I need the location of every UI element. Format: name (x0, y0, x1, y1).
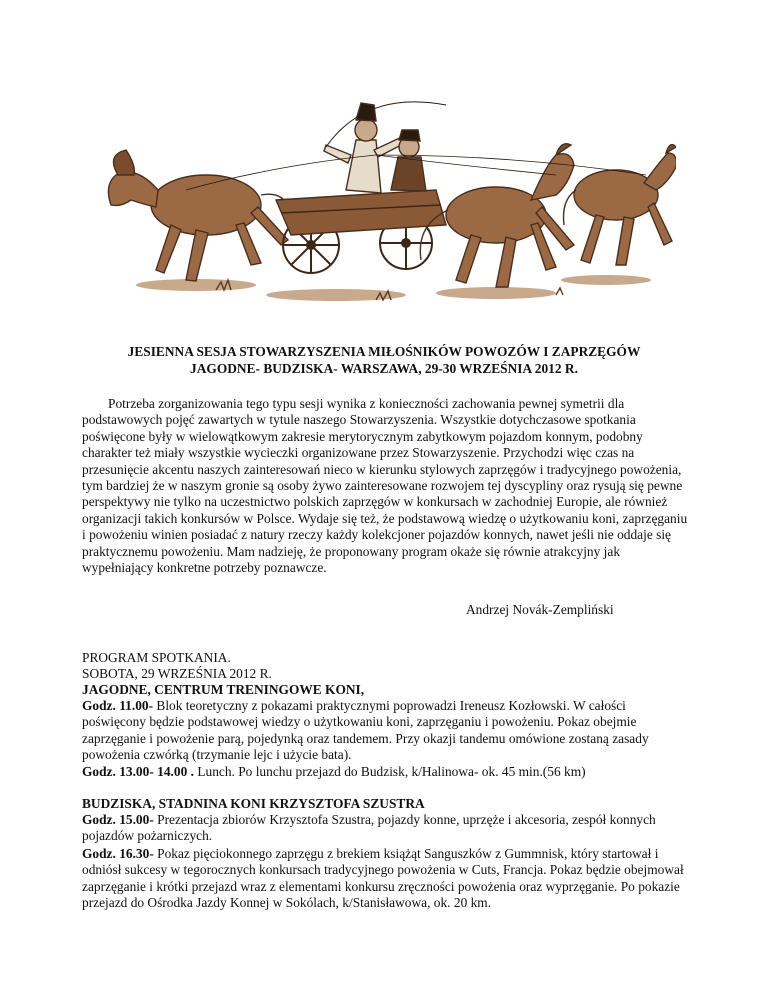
venue-jagodne: JAGODNE, CENTRUM TRENINGOWE KONI, (82, 682, 365, 697)
document-title (0, 343, 768, 377)
venue-budziska: BUDZISKA, STADNINA KONI KRZYSZTOFA SZUSTRA (82, 796, 425, 811)
horse-left (108, 150, 291, 281)
item-2-time: Godz. 13.00- 14.00 . (82, 764, 194, 779)
intro-paragraph (82, 396, 692, 576)
horse-right (564, 145, 677, 265)
program-item-1 (82, 698, 692, 764)
program-heading: PROGRAM SPOTKANIA. (82, 650, 231, 665)
item-4-text: Pokaz pięciokonnego zaprzęgu z brekiem książąt Sanguszków z Gummnisk, który startował i odniósł sukcesy w tegorocznych konkursach tradycyjnego powożenia w Cuts, Francja. Pokaz będzie obejmował zaprzęganie i krótki przejazd wraz z elementami konkursu zręczności powożenia oraz wyprzęganie. Po pokazie przejazd do Ośrodka Jazdy Konnej w Sokólach, k/Stanisławowa, ok. 20 km. (82, 846, 684, 911)
program-item-4 (82, 846, 692, 912)
horse-carriage-illustration (76, 95, 676, 310)
program-item-3 (82, 812, 692, 845)
title-line-2: JAGODNE- BUDZISKA- WARSZAWA, 29-30 WRZEŚNIA 2012 R. (190, 361, 578, 376)
item-3-text: Prezentacja zbiorów Krzysztofa Szustra, pojazdy konne, uprzęże i akcesoria, zespół konnych pojazdów pożarniczych. (82, 812, 656, 844)
item-2-text: Lunch. Po lunchu przejazd do Budzisk, k/Halinowa- ok. 45 min.(56 km) (193, 764, 586, 779)
program-item-2 (82, 764, 692, 780)
item-1-time: Godz. 11.00- (82, 698, 154, 713)
intro-text: Potrzeba zorganizowania tego typu sesji wynika z konieczności zachowania pewnej symetrii dla podstawowych pojęć zawartych w tytule naszego Stowarzyszenia. Wszystkie dotychczasowe spotkania poświęcone były w wielowątkowym zakresie merytorycznym zabytkowym pojazdom konnym, podobny charakter też miały wszystkie wycieczki organizowane przez Stowarzyszenie. Przychodzi więc czas na przesunięcie akcentu naszych zainteresowań nieco w kierunku stylowych zaprzęgów i tradycyjnego powożenia, tym bardziej że w naszym gronie są osoby żywo zainteresowane rozwojem tej dyscypliny oraz rysują się pewne perspektywy nie tylko na uczestnictwo polskich zaprzęgów w konkursach w zachodniej Europie, ale również organizacji takich konkursów w Polsce. Wydaje się też, że podstawową wiedzę o użytkowaniu koni, zaprzęganiu i powożeniu winien posiadać z natury rzeczy każdy kolekcjoner pojazdów konnych, nawet jeśli nie oddaje się praktycznemu powożeniu. Mam nadzieję, że proponowany program okaże się równie atrakcyjny jak wypełniający konkretne potrzeby poznawcze. (82, 396, 688, 576)
signature: Andrzej Novák-Zempliński (466, 602, 614, 617)
item-3-time: Godz. 15.00- (82, 812, 154, 827)
item-4-time: Godz. 16.30- (82, 846, 154, 861)
title-line-1: JESIENNA SESJA STOWARZYSZENIA MIŁOŚNIKÓW POWOZÓW I ZAPRZĘGÓW (127, 344, 641, 359)
program-date: SOBOTA, 29 WRZEŚNIA 2012 R. (82, 666, 272, 681)
item-1-text: Blok teoretyczny z pokazami praktycznymi poprowadzi Ireneusz Kozłowski. W całości poświęcony będzie podstawowej wiedzy o użytkowaniu koni, zaprzęganiu i powożeniu. Pokaz obejmie zaprzęganie i powożenie parą, pojedynką oraz tandemem. Przy okazji tandemu omówione zostaną zasady powożenia czwórką (trzymanie lejc i użycie bata). (82, 698, 649, 763)
